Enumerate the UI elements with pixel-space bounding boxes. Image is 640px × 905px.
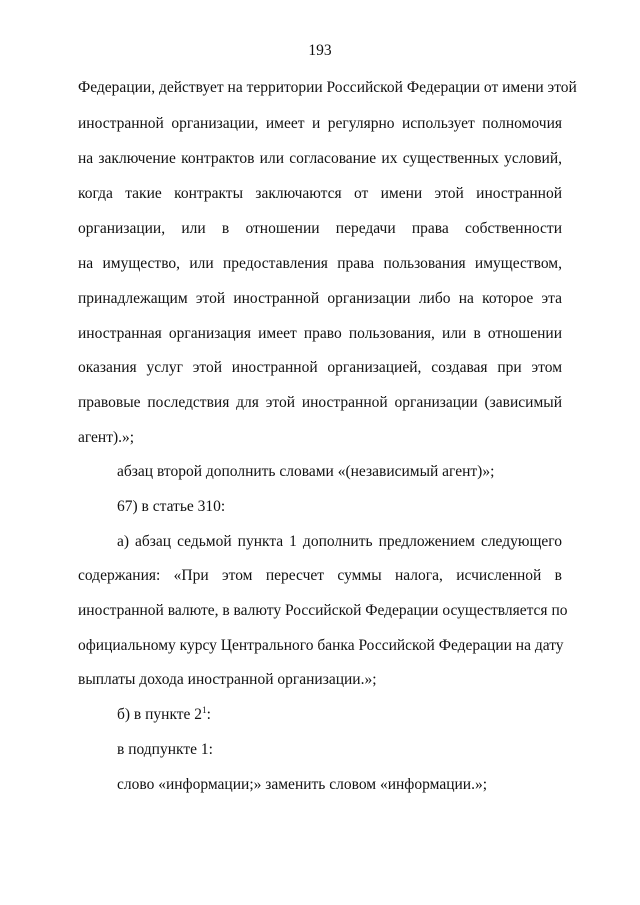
text-line: оказания услуг этой иностранной организацией, создавая при этом — [78, 359, 562, 376]
text-line: а) абзац седьмой пункта 1 дополнить предложением следующего — [117, 533, 562, 550]
item-b-suffix: : — [206, 706, 211, 723]
text-line: иностранная организация имеет право пользования, или в отношении — [78, 325, 562, 342]
text-line: иностранной валюте, в валюту Российской Федерации осуществляется по — [78, 602, 568, 619]
text-line: когда такие контракты заключаются от имени этой иностранной — [78, 185, 562, 202]
text-line: на заключение контрактов или согласование их существенных условий, — [78, 150, 562, 167]
page-number: 193 — [308, 42, 332, 59]
text-line: иностранной организации, имеет и регулярно использует полномочия — [78, 115, 562, 132]
text-line: принадлежащим этой иностранной организации либо на которое эта — [78, 290, 562, 307]
item-b-line — [117, 705, 562, 725]
item-b-text: б) в пункте 2 — [117, 706, 203, 723]
text-line: правовые последствия для этой иностранной организации (зависимый — [78, 394, 562, 411]
item-b-superscript: 1 — [202, 704, 207, 715]
text-line: организации, или в отношении передачи права собственности — [78, 220, 562, 237]
text-line: Федерации, действует на территории Российской Федерации от имени этой — [78, 79, 577, 96]
text-line: агент).»; — [78, 429, 135, 446]
text-line: содержания: «При этом пересчет суммы налога, исчисленной в — [78, 567, 562, 584]
text-line: официальному курсу Центрального банка Российской Федерации на дату — [78, 637, 564, 654]
text-line: 67) в статье 310: — [117, 498, 226, 515]
text-line: абзац второй дополнить словами «(независимый агент)»; — [117, 463, 495, 480]
text-line: на имущество, или предоставления права пользования имуществом, — [78, 255, 562, 272]
text-line: слово «информации;» заменить словом «информации.»; — [117, 776, 488, 793]
text-line: в подпункте 1: — [117, 741, 213, 758]
text-line: выплаты дохода иностранной организации.»; — [78, 671, 377, 688]
